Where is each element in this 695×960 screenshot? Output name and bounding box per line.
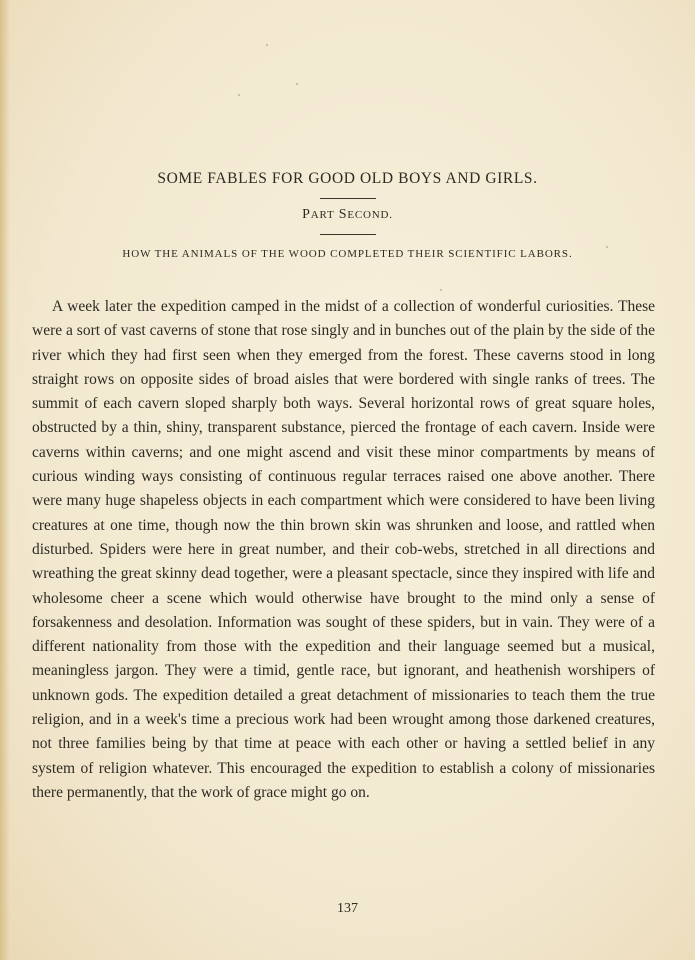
body-paragraph: A week later the expedition camped in the midst of a collection of wonderful curiosities. These were a sort of vast caverns of stone that rose singly and in bunches out of the plain by the side of the river which they had first seen when they emerged from the forest. These caverns stood in long straight rows on opposite sides of broad aisles that were bordered with single ranks of trees. The summit of each cavern sloped sharply both ways. Several horizontal rows of great square holes, obstructed by a thin, shiny, transparent substance, pierced the frontage of each cavern. Inside were caverns within caverns; and one might ascend and visit these minor compartments by means of curious winding ways consisting of continuous regular terraces raised one above another. There were many huge shapeless objects in each compartment which were considered to have been living creatures at one time, though now the thin brown skin was shrunken and loose, and rattled when disturbed. Spiders were here in great number, and their cob-webs, stretched in all directions and wreathing the great skinny dead together, were a pleasant spectacle, since they inspired with life and wholesome cheer a scene which would otherwise have brought to the mind only a sense of forsakenness and desolation. Information was sought of these spiders, but in vain. They were of a different nationality from those with the expedition and their language seemed but a musical, meaningless jargon. They were a timid, gentle race, but ignorant, and heathenish worshipers of unknown gods. The expedition detailed a great detachment of missionaries to teach them the true religion, and in a week's time a precious work had been wrought among those darkened creatures, not three families being by that time at peace with each other or having a settled belief in any system of religion whatever. This encouraged the expedition to establish a colony of missionaries there permanently, that the work of grace might go on. [32,298,655,801]
paper-speck [266,44,268,46]
part-initial-2: S [338,207,348,222]
paper-speck [440,289,442,291]
page-number: 137 [337,901,358,916]
title-divider [320,198,376,199]
part-divider [320,234,376,235]
chapter-title: SOME FABLES FOR GOOD OLD BOYS AND GIRLS. [157,170,538,187]
paper-speck [296,83,298,85]
part-heading [0,207,695,223]
section-subtitle: HOW THE ANIMALS OF THE WOOD COMPLETED THEIR SCIENTIFIC LABORS. [122,248,573,260]
page-edge-shadow [0,0,10,960]
part-rest-2: ECOND. [347,209,393,221]
paper-speck [238,94,240,96]
part-rest-1: ART [310,209,335,221]
part-initial-1: P [302,207,311,222]
chapter-header [0,170,695,260]
